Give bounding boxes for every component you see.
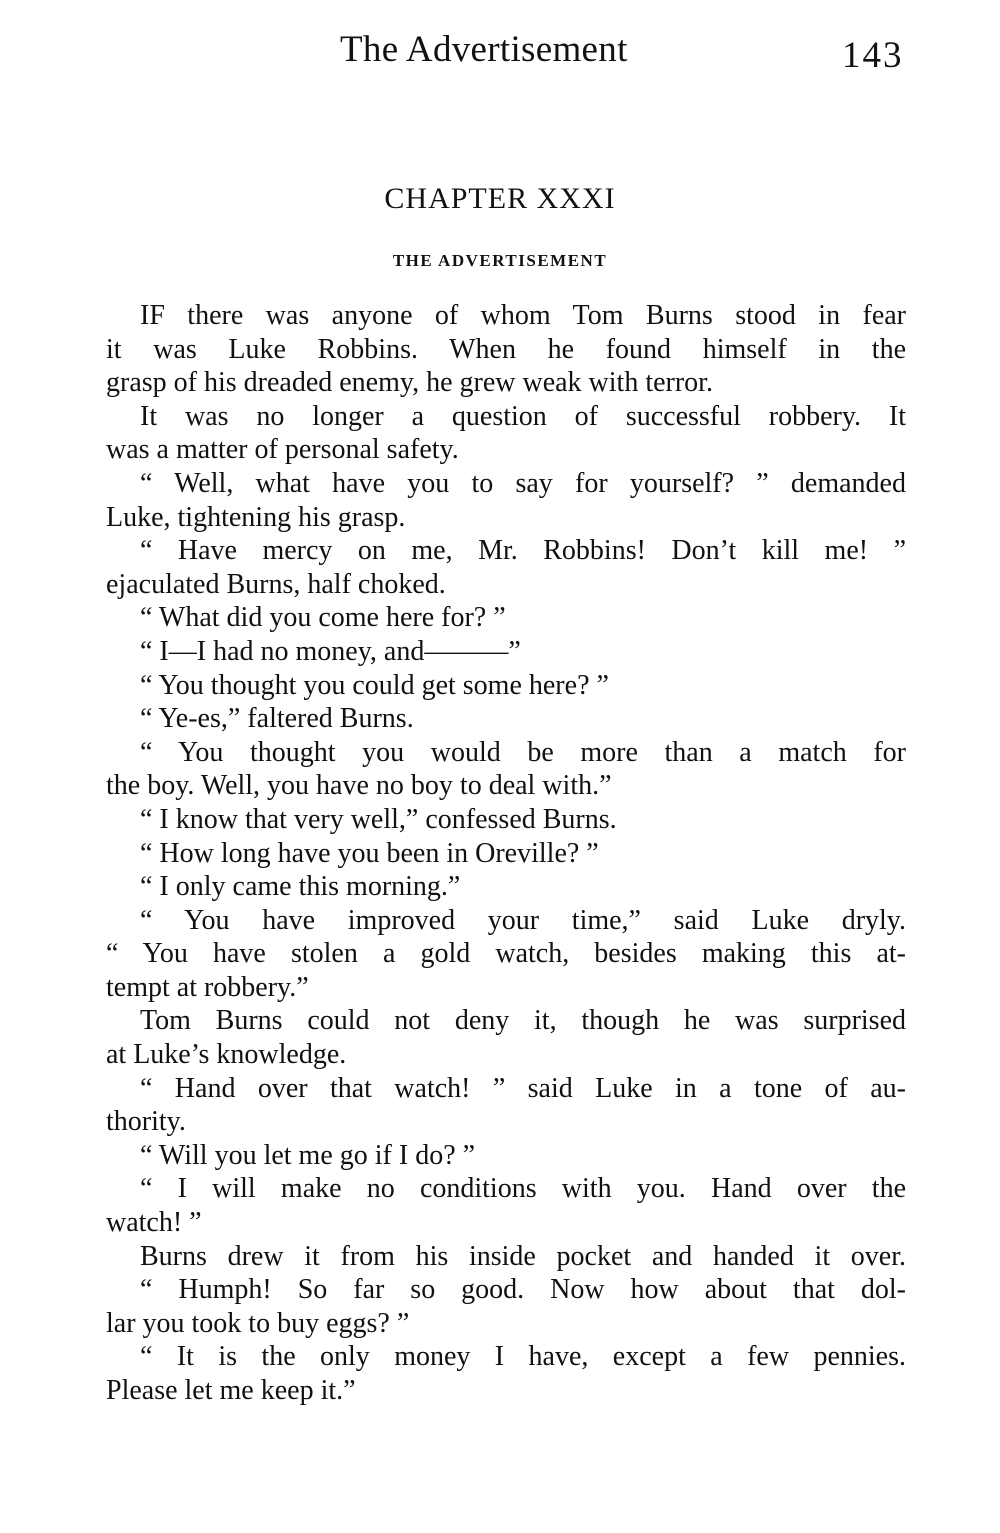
text-line: “ You thought you could get some here? ”	[140, 669, 609, 701]
text-line: lar you took to buy eggs? ”	[106, 1307, 410, 1339]
text-line: was a matter of personal safety.	[106, 434, 459, 466]
running-head: The Advertisement	[340, 29, 628, 70]
text-line: “ You thought you would be more than a match for	[140, 736, 906, 768]
text-line: “ Ye-es,” faltered Burns.	[140, 703, 414, 735]
text-line: Tom Burns could not deny it, though he was surprised	[140, 1005, 906, 1037]
text-line: “ I only came this morning.”	[140, 871, 461, 903]
text-line: grasp of his dreaded enemy, he grew weak with terror.	[106, 367, 713, 399]
text-line: “ It is the only money I have, except a few pennies.	[140, 1341, 906, 1373]
text-line: “ Will you let me go if I do? ”	[140, 1139, 476, 1171]
text-line: at Luke’s knowledge.	[106, 1039, 347, 1071]
text-line: “ Have mercy on me, Mr. Robbins! Don’t kill me! ”	[140, 535, 906, 567]
text-line: “ How long have you been in Oreville? ”	[140, 837, 599, 869]
text-line: “ What did you come here for? ”	[140, 602, 506, 634]
text-line: Please let me keep it.”	[106, 1375, 356, 1406]
text-line: “ I will make no conditions with you. Hand over the	[140, 1173, 906, 1205]
text-line: watch! ”	[106, 1207, 202, 1239]
text-line: “ Humph! So far so good. Now how about that dol-	[140, 1274, 906, 1306]
chapter-subtitle: THE ADVERTISEMENT	[392, 251, 608, 270]
text-line: “ Hand over that watch! ” said Luke in a tone of au-	[140, 1072, 906, 1104]
text-line: “ You have stolen a gold watch, besides making this at-	[106, 938, 906, 970]
text-line: IF there was anyone of whom Tom Burns stood in fear	[140, 300, 906, 331]
text-line: ejaculated Burns, half choked.	[106, 568, 446, 600]
text-line: it was Luke Robbins. When he found himself in the	[106, 333, 906, 365]
text-line: Luke, tightening his grasp.	[106, 501, 406, 533]
text-line: “ You have improved your time,” said Luke dryly.	[140, 904, 906, 936]
text-line: the boy. Well, you have no boy to deal with.”	[106, 770, 612, 802]
chapter-title: CHAPTER XXXI	[384, 182, 616, 215]
page-number: 143	[842, 35, 904, 76]
text-line: “ I know that very well,” confessed Burns.	[140, 803, 617, 835]
text-line: Burns drew it from his inside pocket and handed it over.	[140, 1240, 906, 1272]
text-line: “ Well, what have you to say for yourself? ” demanded	[140, 467, 906, 499]
body-text	[106, 299, 906, 1408]
text-line: It was no longer a question of successful robbery. It	[140, 400, 906, 432]
text-line: thority.	[106, 1106, 186, 1138]
text-line: tempt at robbery.”	[106, 971, 309, 1003]
text-line: “ I—I had no money, and———”	[140, 635, 521, 667]
